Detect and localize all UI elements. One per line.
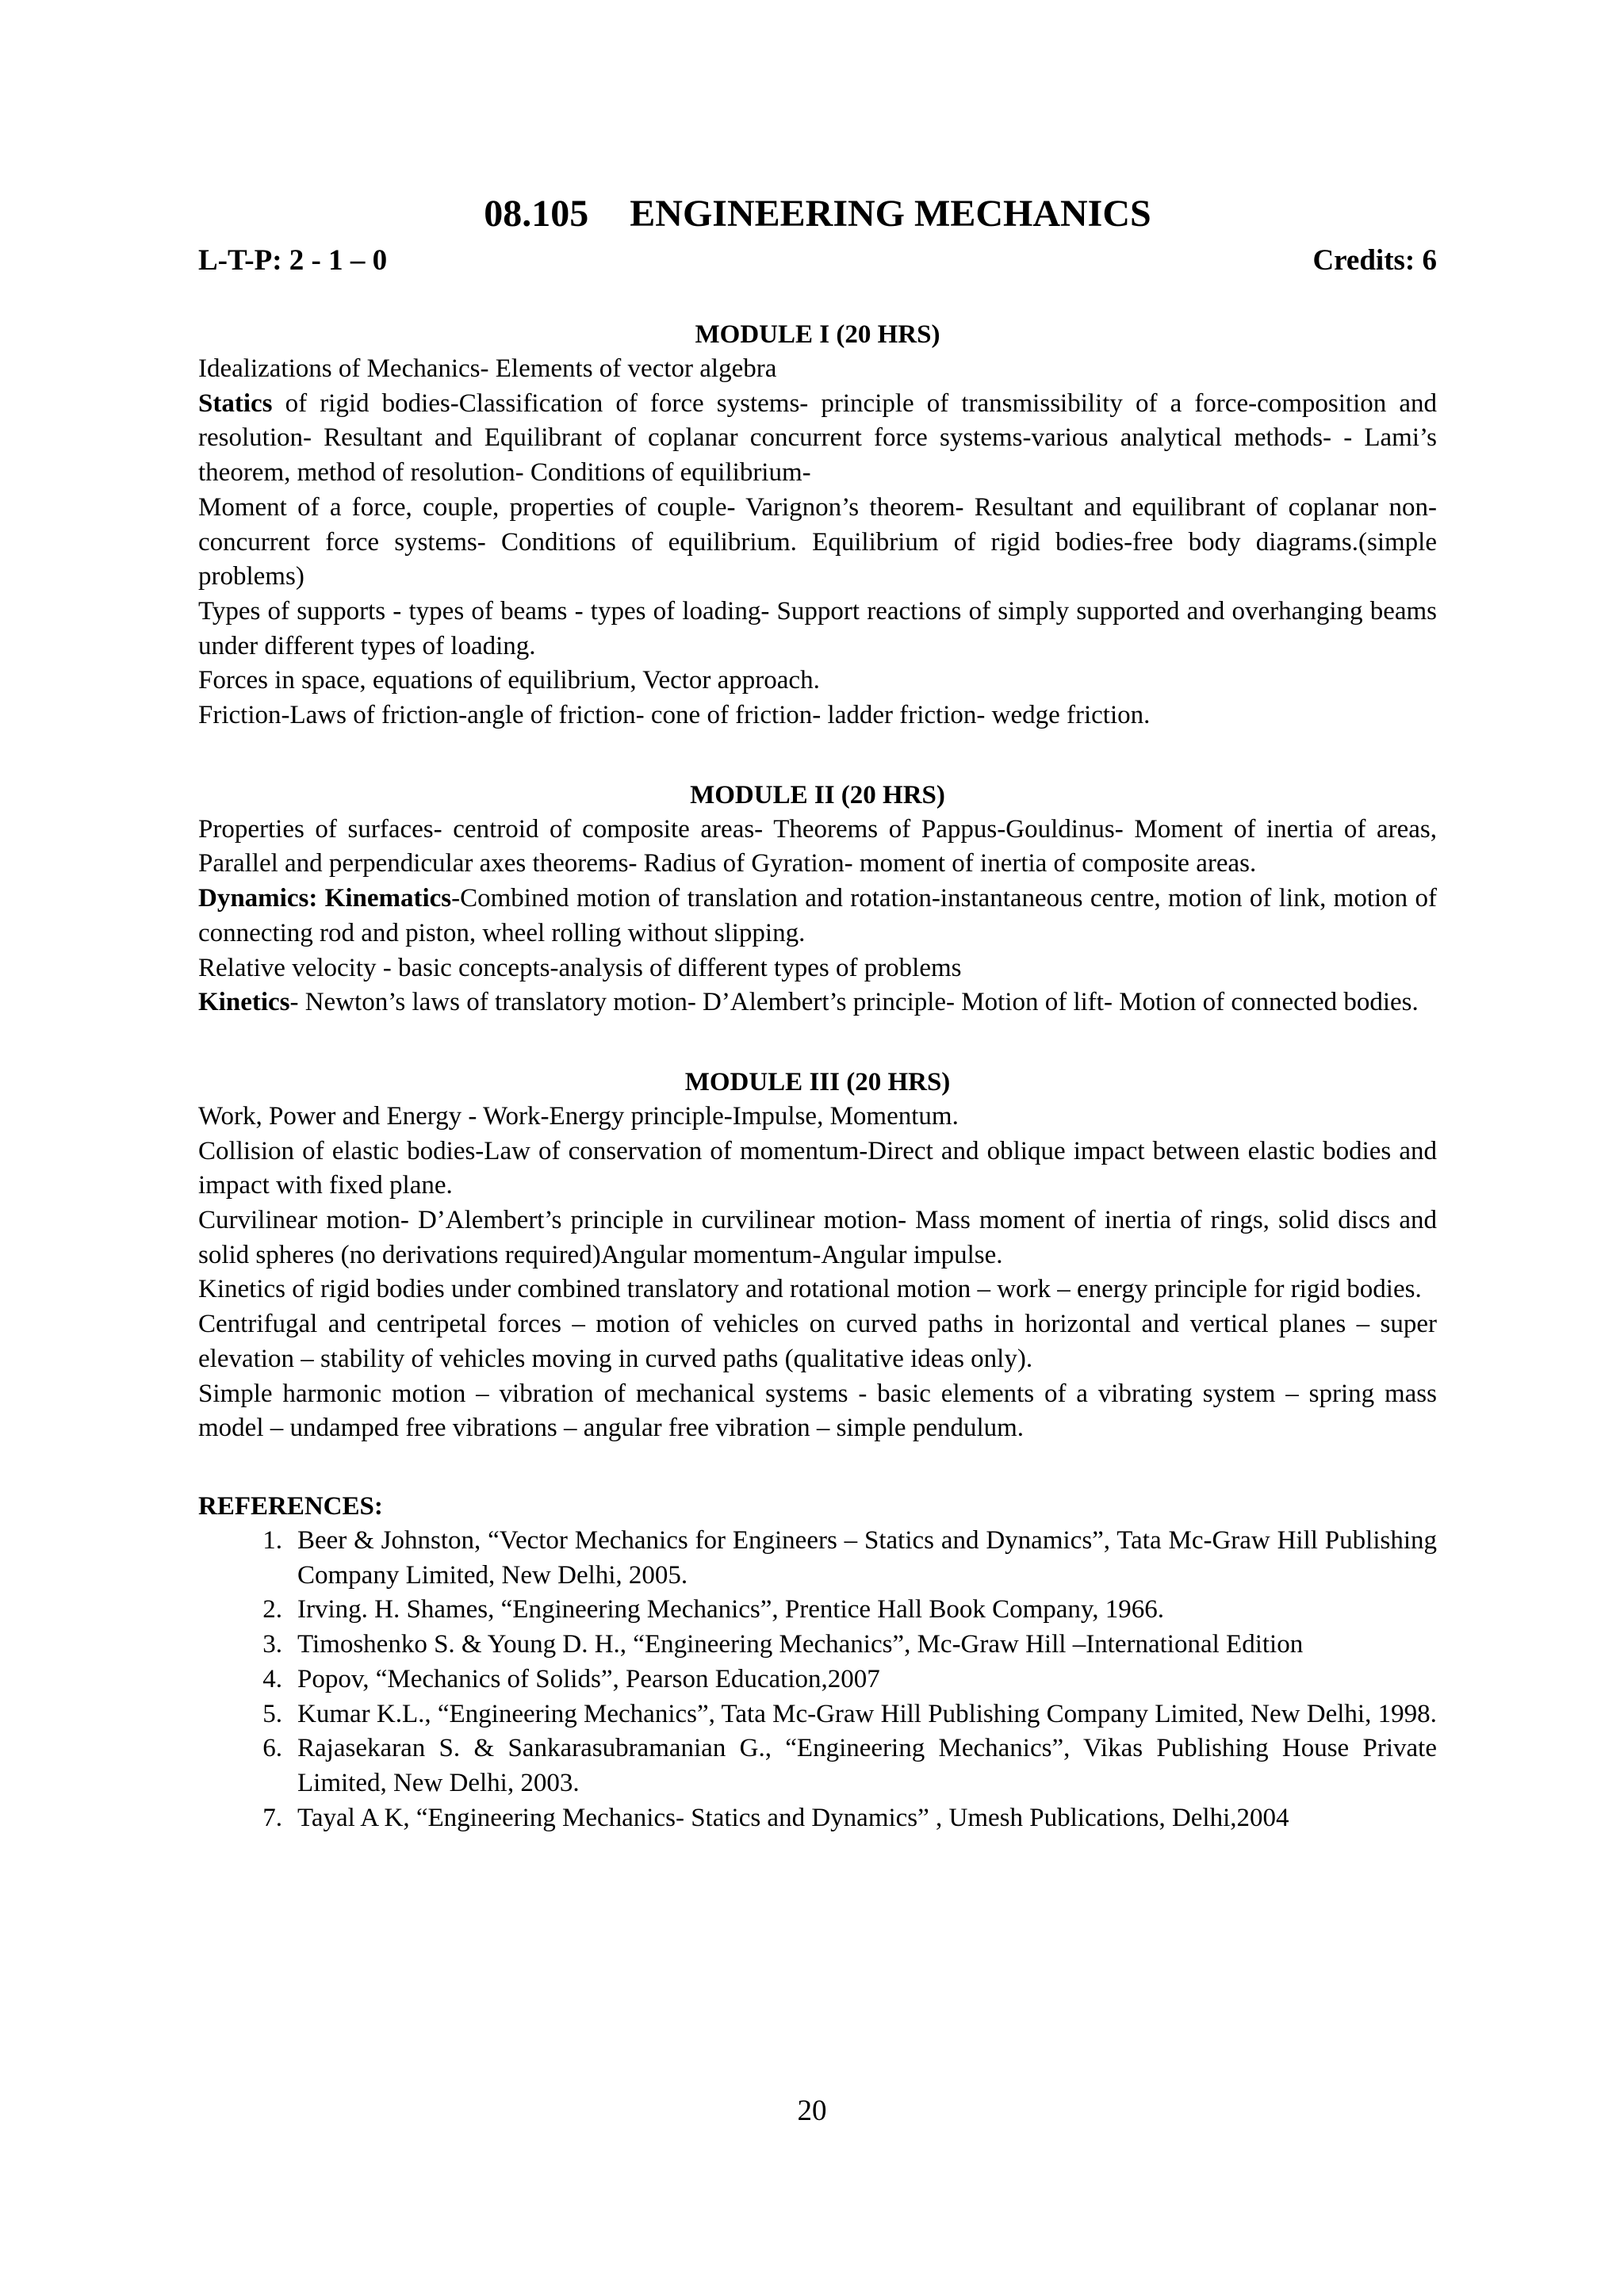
ltp-hours: L-T-P: 2 - 1 – 0 — [198, 244, 388, 277]
module-3-para-4: Kinetics of rigid bodies under combined translatory and rotational motion – work – energy principle for rigid bodies. — [198, 1275, 1422, 1304]
module-1-para-6: Friction-Laws of friction-angle of friction- cone of friction- ladder friction- wedge friction. — [198, 701, 1151, 730]
module-2-heading: MODULE II (20 HRS) — [690, 780, 945, 809]
references-heading: REFERENCES: — [198, 1491, 383, 1521]
reference-number: 3. — [262, 1630, 282, 1659]
reference-text: Rajasekaran S. & Sankarasubramanian G., “Engineering Mechanics”, Vikas Publishing House Private Limited, New Delhi, 2003. — [297, 1734, 1437, 1797]
reference-number: 2. — [262, 1595, 282, 1624]
reference-number: 6. — [262, 1734, 282, 1763]
reference-text: Tayal A K, “Engineering Mechanics- Statics and Dynamics” , Umesh Publications, Delhi,2004 — [297, 1803, 1289, 1832]
module-1-heading: MODULE I (20 HRS) — [695, 320, 940, 349]
course-name: ENGINEERING MECHANICS — [630, 193, 1151, 235]
course-title — [198, 190, 1437, 238]
reference-text: Kumar K.L., “Engineering Mechanics”, Tata Mc-Graw Hill Publishing Company Limited, New Delhi, 1998. — [297, 1699, 1437, 1728]
course-meta-row — [198, 243, 1437, 279]
module-3-para-2: Collision of elastic bodies-Law of conservation of momentum-Direct and oblique impact between elastic bodies and impact with fixed plane. — [198, 1136, 1437, 1200]
reference-item — [198, 1732, 1437, 1800]
course-code: 08.105 — [484, 193, 589, 235]
module-1-para-4: Types of supports - types of beams - types of loading- Support reactions of simply supported and overhanging beams under different types of loading. — [198, 596, 1437, 660]
module-2-para-2 — [198, 882, 1437, 951]
reference-number: 7. — [262, 1803, 282, 1832]
syllabus-page — [198, 190, 1437, 1835]
reference-item — [198, 1801, 1437, 1836]
reference-item — [198, 1524, 1437, 1593]
reference-text: Timoshenko S. & Young D. H., “Engineering Mechanics”, Mc-Graw Hill –International Edition — [297, 1630, 1304, 1659]
reference-text: Beer & Johnston, “Vector Mechanics for Engineers – Statics and Dynamics”, Tata Mc-Graw Hill Publishing Company Limited, New Delhi, 2005. — [297, 1525, 1437, 1590]
module-2-para-2-text: -Combined motion of translation and rotation-instantaneous centre, motion of link, motion of connecting rod and piston, wheel rolling without slipping. — [198, 884, 1437, 947]
module-2-para-3: Relative velocity - basic concepts-analysis of different types of problems — [198, 953, 962, 982]
module-2-para-4-bold: Kinetics — [198, 988, 290, 1017]
module-1-para-5: Forces in space, equations of equilibrium, Vector approach. — [198, 666, 820, 695]
reference-item — [198, 1697, 1437, 1732]
module-1-para-2-text: of rigid bodies-Classification of force systems- principle of transmissibility of a force-composition and resolution- Resultant and Equilibrant of coplanar concurrent force systems-various analytical methods- - Lami’s theorem, method of resolution- Conditions of equilibrium- — [198, 388, 1437, 488]
references-list — [198, 1524, 1437, 1835]
reference-number: 5. — [262, 1699, 282, 1728]
module-2-para-2-bold: Dynamics: Kinematics — [198, 884, 452, 913]
module-3-heading: MODULE III (20 HRS) — [684, 1067, 951, 1096]
module-3-para-5: Centrifugal and centripetal forces – motion of vehicles on curved paths in horizontal and vertical planes – super elevation – stability of vehicles moving in curved paths (qualitative ideas only). — [198, 1310, 1437, 1373]
reference-item — [198, 1663, 1437, 1697]
page-number: 20 — [797, 2095, 827, 2127]
module-3-para-3: Curvilinear motion- D’Alembert’s principle in curvilinear motion- Mass moment of inertia of rings, solid discs and solid spheres (no derivations required)Angular momentum-Angular impulse. — [198, 1206, 1437, 1269]
module-2-para-4-text: - Newton’s laws of translatory motion- D’Alembert’s principle- Motion of lift- Motion of connected bodies. — [289, 988, 1419, 1017]
module-3-para-1: Work, Power and Energy - Work-Energy principle-Impulse, Momentum. — [198, 1101, 959, 1131]
reference-number: 4. — [262, 1664, 282, 1693]
reference-item — [198, 1628, 1437, 1663]
reference-text: Popov, “Mechanics of Solids”, Pearson Education,2007 — [297, 1664, 880, 1693]
module-2-para-4 — [198, 985, 1437, 1020]
credits: Credits: 6 — [1312, 244, 1437, 277]
module-3-para-6: Simple harmonic motion – vibration of mechanical systems - basic elements of a vibrating system – spring mass model – undamped free vibrations – angular free vibration – simple pendulum. — [198, 1379, 1437, 1443]
module-1-para-2-bold: Statics — [198, 388, 273, 418]
reference-number: 1. — [262, 1525, 282, 1555]
module-1-para-2 — [198, 387, 1437, 491]
module-1-para-3: Moment of a force, couple, properties of couple- Varignon’s theorem- Resultant and equilibrant of coplanar non-concurrent force systems- Conditions of equilibrium. Equilibrium of rigid bodies-free body diagrams.(simple problems) — [198, 492, 1437, 591]
module-1-para-1: Idealizations of Mechanics- Elements of vector algebra — [198, 354, 777, 383]
reference-item — [198, 1593, 1437, 1628]
module-2-para-1: Properties of surfaces- centroid of composite areas- Theorems of Pappus-Gouldinus- Moment of inertia of areas, Parallel and perpendicular axes theorems- Radius of Gyration- moment of inertia of composite areas. — [198, 814, 1437, 878]
reference-text: Irving. H. Shames, “Engineering Mechanics”, Prentice Hall Book Company, 1966. — [297, 1595, 1165, 1624]
